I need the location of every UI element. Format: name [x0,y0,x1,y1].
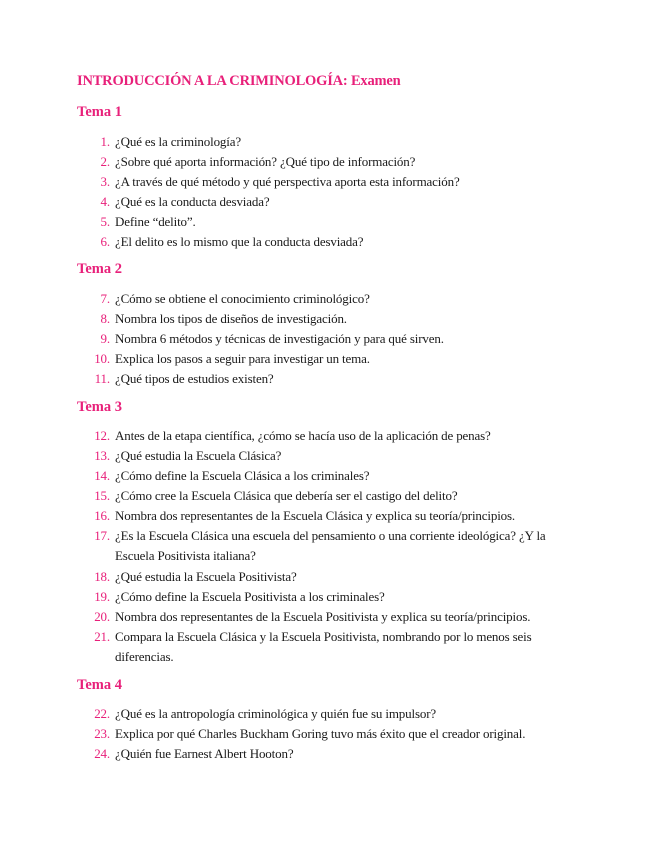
question-text: Explica por qué Charles Buckham Goring tuvo más éxito que el creador original. [115,726,526,741]
question-number: 15. [94,488,110,503]
section-heading-tema-4: Tema 4 [77,677,122,693]
question-text: Nombra 6 métodos y técnicas de investigación y para qué sirven. [115,331,444,346]
question-text-continuation: Escuela Positivista italiana? [115,548,256,563]
question-number: 3. [100,174,110,189]
question-number: 24. [94,746,110,761]
question-number: 2. [100,154,110,169]
question-text: ¿Quién fue Earnest Albert Hooton? [115,746,294,761]
question-number: 16. [94,508,110,523]
question-text: ¿Qué es la antropología criminológica y quién fue su impulsor? [115,706,437,721]
section-heading-tema-1: Tema 1 [77,104,122,120]
question-text: ¿Qué estudia la Escuela Positivista? [115,569,297,584]
question-text: ¿Cómo cree la Escuela Clásica que debería ser el castigo del delito? [115,488,458,503]
question-text-continuation: diferencias. [115,649,174,664]
question-number: 7. [100,291,110,306]
question-number: 5. [100,214,110,229]
question-text: ¿Cómo define la Escuela Clásica a los criminales? [115,468,370,483]
question-number: 20. [94,609,110,624]
question-text: ¿Qué es la criminología? [115,134,241,149]
question-text: ¿Es la Escuela Clásica una escuela del pensamiento o una corriente ideológica? ¿Y la [115,528,546,543]
question-text: Nombra dos representantes de la Escuela Clásica y explica su teoría/principios. [115,508,516,523]
question-text: ¿Cómo define la Escuela Positivista a los criminales? [115,589,385,604]
question-number: 22. [94,706,110,721]
question-number: 6. [100,234,110,249]
question-text: Antes de la etapa científica, ¿cómo se hacía uso de la aplicación de penas? [115,428,491,443]
question-text: ¿A través de qué método y qué perspectiva aporta esta información? [115,174,460,189]
question-number: 12. [94,428,110,443]
question-text: Compara la Escuela Clásica y la Escuela Positivista, nombrando por lo menos seis [115,629,532,644]
question-number: 11. [94,371,110,386]
question-number: 4. [100,194,110,209]
question-number: 19. [94,589,110,604]
question-number: 1. [100,134,110,149]
question-text: Define “delito”. [115,214,196,229]
question-text: ¿Cómo se obtiene el conocimiento criminológico? [115,291,370,306]
question-text: Nombra dos representantes de la Escuela Positivista y explica su teoría/principios. [115,609,531,624]
question-number: 9. [100,331,110,346]
question-text: ¿Qué tipos de estudios existen? [115,371,274,386]
question-number: 14. [94,468,110,483]
document-title: INTRODUCCIÓN A LA CRIMINOLOGÍA: Examen [77,73,401,89]
question-text: ¿Sobre qué aporta información? ¿Qué tipo de información? [115,154,416,169]
question-number: 23. [94,726,110,741]
question-number: 10. [94,351,110,366]
question-number: 21. [94,629,110,644]
question-text: ¿Qué estudia la Escuela Clásica? [115,448,282,463]
question-number: 17. [94,528,110,543]
question-text: ¿El delito es lo mismo que la conducta desviada? [115,234,364,249]
question-text: Explica los pasos a seguir para investigar un tema. [115,351,370,366]
question-number: 13. [94,448,110,463]
question-text: ¿Qué es la conducta desviada? [115,194,270,209]
question-number: 18. [94,569,110,584]
question-text: Nombra los tipos de diseños de investigación. [115,311,347,326]
question-number: 8. [100,311,110,326]
section-heading-tema-2: Tema 2 [77,261,122,277]
section-heading-tema-3: Tema 3 [77,399,122,415]
